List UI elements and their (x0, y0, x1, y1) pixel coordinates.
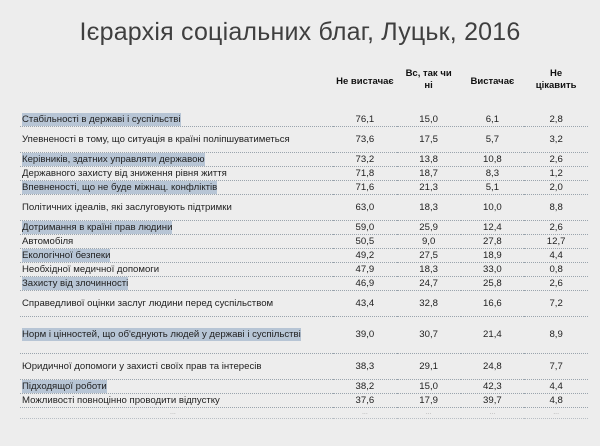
value-cell: 24,7 (397, 277, 461, 291)
value-cell: ... (461, 408, 525, 419)
value-cell: 5,1 (461, 181, 525, 195)
row-label (20, 113, 333, 127)
table-row (20, 394, 588, 408)
row-label-text: Підходящої роботи (22, 380, 107, 392)
value-cell: 10,0 (461, 195, 525, 221)
value-cell: 15,0 (397, 113, 461, 127)
row-label-text: Стабільності в державі і суспільстві (22, 113, 181, 125)
row-label (20, 195, 333, 221)
value-cell: 13,8 (397, 153, 461, 167)
row-label (20, 394, 333, 408)
row-label (20, 127, 333, 153)
value-cell: 3,2 (524, 127, 588, 153)
table-row (20, 181, 588, 195)
value-cell: 27,8 (461, 235, 525, 249)
value-cell: 38,3 (333, 354, 397, 380)
value-cell: 8,9 (524, 317, 588, 354)
value-cell: 27,5 (397, 249, 461, 263)
value-cell: 42,3 (461, 380, 525, 394)
row-label-text: Керівників, здатних управляти державою (22, 153, 205, 165)
value-cell: 4,4 (524, 249, 588, 263)
value-cell: 32,8 (397, 291, 461, 317)
row-label-text: Автомобіля (22, 235, 74, 247)
value-cell: 9,0 (397, 235, 461, 249)
value-cell: 25,8 (461, 277, 525, 291)
value-cell: 18,7 (397, 167, 461, 181)
row-label (20, 167, 333, 181)
value-cell: ... (333, 408, 397, 419)
value-cell: 73,2 (333, 153, 397, 167)
table-row (20, 277, 588, 291)
value-cell: 6,1 (461, 113, 525, 127)
value-cell: 43,4 (333, 291, 397, 317)
value-cell: 37,6 (333, 394, 397, 408)
value-cell: 50,5 (333, 235, 397, 249)
table-row (20, 221, 588, 235)
value-cell: 0,8 (524, 263, 588, 277)
table-row (20, 249, 588, 263)
value-cell: 49,2 (333, 249, 397, 263)
row-label-text: Державного захисту від зниження рівня життя (22, 167, 227, 179)
value-cell: 4,8 (524, 394, 588, 408)
value-cell: 76,1 (333, 113, 397, 127)
table-row (20, 380, 588, 394)
value-cell: 71,8 (333, 167, 397, 181)
column-header: Не вистачає (336, 76, 394, 87)
value-cell: 2,6 (524, 277, 588, 291)
row-label (20, 291, 333, 317)
value-cell: 30,7 (397, 317, 461, 354)
value-cell: 18,3 (397, 195, 461, 221)
value-cell: 2,6 (524, 153, 588, 167)
value-cell: 59,0 (333, 221, 397, 235)
row-label (20, 408, 333, 419)
row-label (20, 249, 333, 263)
table-row (20, 317, 588, 354)
row-label-text: ... (170, 409, 176, 416)
row-label-text: Упевненості в тому, що ситуація в країні поліпшуватиметься (22, 133, 290, 145)
data-table (20, 68, 588, 419)
value-cell: 39,7 (461, 394, 525, 408)
row-label (20, 317, 333, 354)
row-label (20, 181, 333, 195)
row-label-text: Необхідної медичної допомоги (22, 263, 160, 275)
column-header (397, 68, 461, 113)
column-header-text: Не цікавить (535, 68, 577, 91)
row-label-text: Справедливої оцінки заслуг людини перед суспільством (22, 297, 274, 309)
column-header-text: Вс, так чи ні (405, 68, 452, 91)
value-cell: 2,6 (524, 221, 588, 235)
value-cell: 10,8 (461, 153, 525, 167)
value-cell: 17,5 (397, 127, 461, 153)
value-cell: 7,2 (524, 291, 588, 317)
table-row (20, 354, 588, 380)
row-label (20, 221, 333, 235)
row-label-text: Дотримання в країні прав людини (22, 221, 173, 233)
value-cell: 25,9 (397, 221, 461, 235)
column-header (524, 68, 588, 113)
table-row (20, 167, 588, 181)
row-label (20, 235, 333, 249)
row-label-text: Норм і цінностей, що об'єднують людей у державі і суспільстві (22, 329, 301, 340)
table-header-row (20, 68, 588, 113)
value-cell: ... (524, 408, 588, 419)
value-cell: 24,8 (461, 354, 525, 380)
value-cell: 16,6 (461, 291, 525, 317)
value-cell: 47,9 (333, 263, 397, 277)
row-label-text: Екологічної безпеки (22, 249, 111, 261)
table-row (20, 291, 588, 317)
table-row (20, 195, 588, 221)
table-row-truncated (20, 408, 588, 419)
table-row (20, 127, 588, 153)
value-cell: 7,7 (524, 354, 588, 380)
value-cell: 1,2 (524, 167, 588, 181)
table-row (20, 153, 588, 167)
value-cell: ... (397, 408, 461, 419)
value-cell: 17,9 (397, 394, 461, 408)
row-label-text: Впевненості, що не буде міжнац. конфліктів (22, 181, 218, 193)
value-cell: 73,6 (333, 127, 397, 153)
value-cell: 38,2 (333, 380, 397, 394)
value-cell: 12,7 (524, 235, 588, 249)
value-cell: 5,7 (461, 127, 525, 153)
value-cell: 8,8 (524, 195, 588, 221)
value-cell: 21,4 (461, 317, 525, 354)
row-label (20, 277, 333, 291)
header-label-cell (20, 68, 333, 113)
value-cell: 18,9 (461, 249, 525, 263)
table-row (20, 235, 588, 249)
row-label-text: Юридичної допомоги у захисті своїх прав та інтересів (22, 360, 262, 372)
row-label (20, 263, 333, 277)
row-label (20, 153, 333, 167)
value-cell: 39,0 (333, 317, 397, 354)
value-cell: 8,3 (461, 167, 525, 181)
value-cell: 71,6 (333, 181, 397, 195)
value-cell: 33,0 (461, 263, 525, 277)
value-cell: 29,1 (397, 354, 461, 380)
row-label-text: Можливості повноцінно проводити відпустку (22, 394, 220, 406)
table-row (20, 263, 588, 277)
value-cell: 46,9 (333, 277, 397, 291)
value-cell: 12,4 (461, 221, 525, 235)
table-row (20, 113, 588, 127)
value-cell: 4,4 (524, 380, 588, 394)
value-cell: 18,3 (397, 263, 461, 277)
value-cell: 15,0 (397, 380, 461, 394)
column-header: Вистачає (470, 76, 515, 87)
value-cell: 63,0 (333, 195, 397, 221)
row-label (20, 380, 333, 394)
row-label-text: Політичних ідеалів, які заслуговують підтримки (22, 201, 232, 213)
row-label-text: Захисту від злочинності (22, 277, 129, 289)
value-cell: 2,8 (524, 113, 588, 127)
value-cell: 21,3 (397, 181, 461, 195)
page-title: Ієрархія соціальних благ, Луцьк, 2016 (79, 18, 521, 46)
value-cell: 2,0 (524, 181, 588, 195)
row-label (20, 354, 333, 380)
